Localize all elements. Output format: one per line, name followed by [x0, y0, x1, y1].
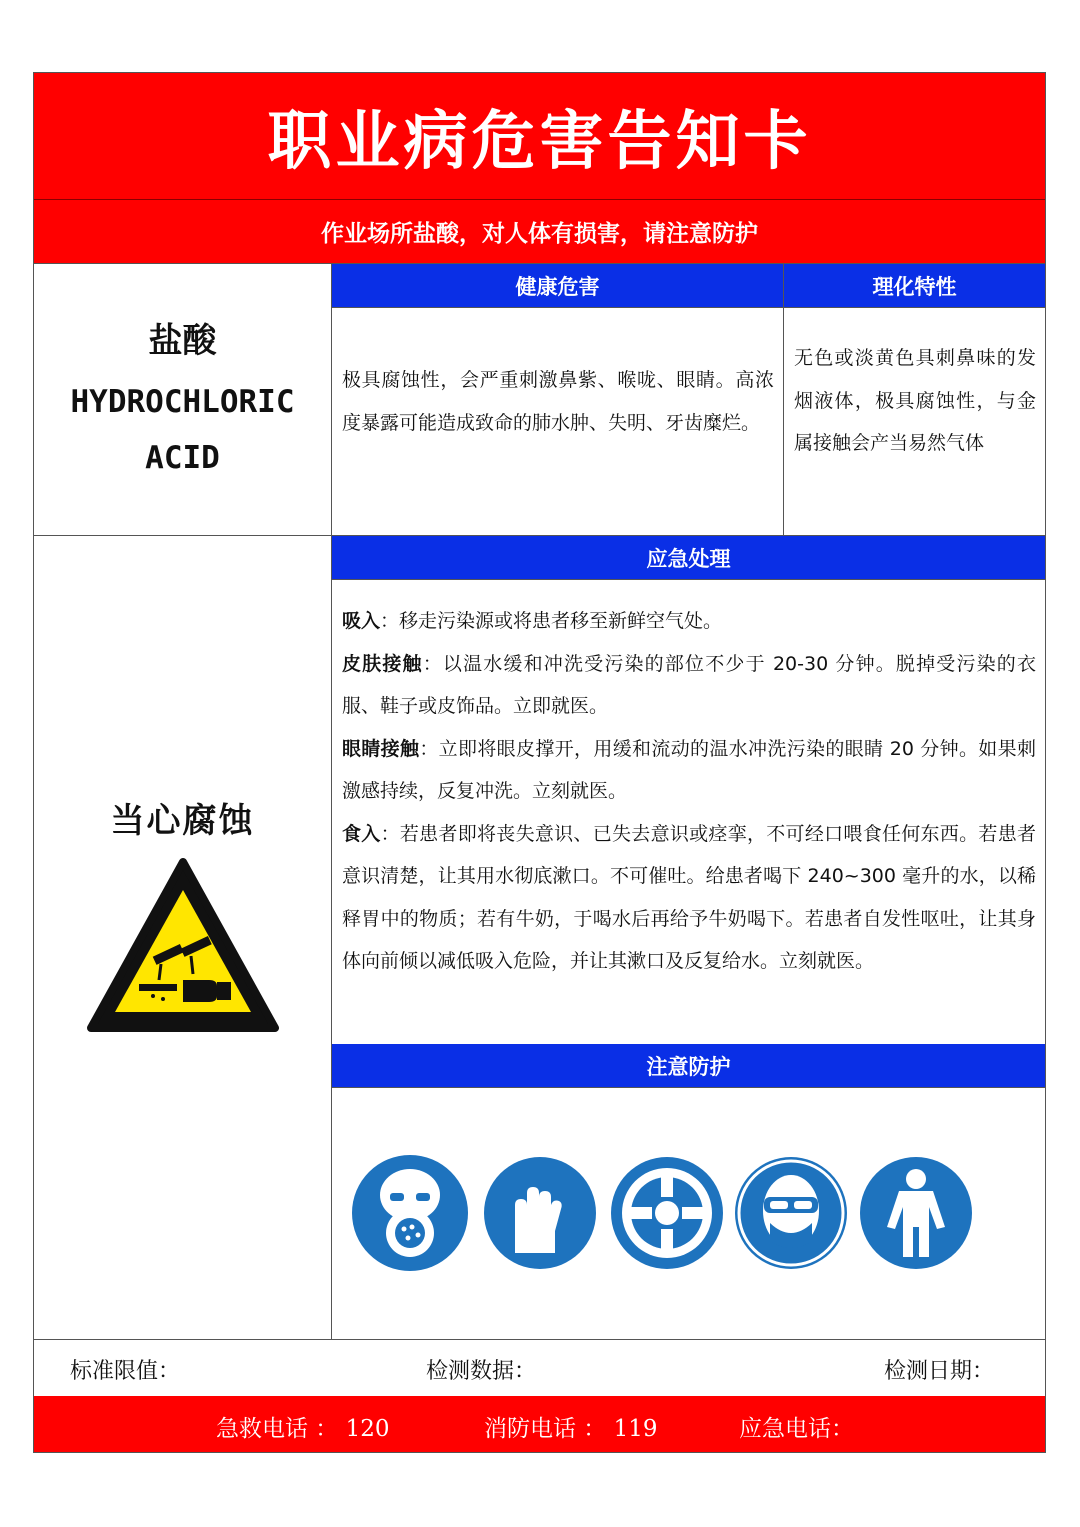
emergency-header: 应急处理 [332, 536, 1045, 579]
divider [332, 307, 1045, 308]
protection-header: 注意防护 [332, 1044, 1045, 1087]
emergency-item-text: ：若患者即将丧失意识、已失去意识或痉挛，不可经口喂食任何东西。若患者意识清楚，让其用水彻底漱口。不可催吐。给患者喝下 240~300 毫升的水，以稀释胃中的物质；若有牛奶，于喝水后再给予牛奶喝下。若患者自发性呕吐，让其身体向前倾以减低吸入危险，并让其漱口及反复给水。立刻就医。 [342, 822, 1036, 972]
detection-row [34, 1339, 1045, 1395]
substance-name-en-line1: HYDROCHLORIC [70, 384, 295, 420]
health-hazard-header: 健康危害 [332, 264, 783, 307]
standard-limit-label: 标准限值： [70, 1359, 181, 1384]
emergency-item-text: ：立即将眼皮撑开，用缓和流动的温水冲洗污染的眼睛 20 分钟。如果刺激感持续，反复冲洗。立刻就医。 [342, 737, 1036, 802]
gas-mask-icon [350, 1153, 470, 1277]
first-aid-phone [216, 1410, 390, 1443]
emergency-item-text: ：移走污染源或将患者移至新鲜空气处。 [380, 610, 723, 632]
detection-date-label: 检测日期： [884, 1359, 995, 1384]
ppe-icons [350, 1153, 990, 1278]
substance-name-en-line2: ACID [145, 440, 220, 476]
detection-data-label: 检测数据： [426, 1359, 537, 1384]
protective-gloves-icon [483, 1153, 598, 1277]
phone-bar [34, 1396, 1045, 1452]
emergency-item-label: 皮肤接触 [342, 652, 423, 675]
respirator-filter-icon [610, 1153, 725, 1277]
protective-suit-icon [859, 1153, 974, 1277]
divider [332, 1087, 1045, 1088]
emergency-item-label: 眼睛接触 [342, 737, 420, 760]
emergency-text [342, 600, 1036, 983]
health-hazard-text: 极具腐蚀性，会严重刺激鼻紫、喉咙、眼睛。高浓度暴露可能造成致命的肺水肿、失明、牙齿糜烂。 [342, 369, 774, 434]
emergency-item-text: ：以温水缓和冲洗受污染的部位不少于 20-30 分钟。脱掉受污染的衣服、鞋子或皮饰品。立即就医。 [342, 652, 1036, 717]
emergency-item-label: 食入 [342, 822, 381, 845]
hazard-notice-card [33, 72, 1046, 1453]
goggles-mask-icon [734, 1153, 849, 1277]
emergency-item-label: 吸入 [342, 610, 381, 632]
corrosion-warning-icon [34, 856, 331, 1040]
first-aid-label: 急救电话 ： [216, 1416, 339, 1442]
warning-label: 当心腐蚀 [110, 801, 255, 841]
emergency-phone-label: 应急电话： [739, 1416, 854, 1442]
card-title: 职业病危害告知卡 [34, 73, 1045, 200]
card-subtitle: 作业场所盐酸，对人体有损害，请注意防护 [34, 200, 1045, 264]
substance-name-cell [34, 264, 331, 535]
divider [332, 579, 1045, 580]
first-aid-number: 120 [345, 1416, 390, 1442]
divider [331, 264, 332, 1339]
physchem-header: 理化特性 [784, 264, 1045, 307]
physchem-text: 无色或淡黄色具刺鼻味的发烟液体，极具腐蚀性，与金属接触会产当易然气体 [794, 347, 1036, 454]
fire-label: 消防电话 ： [484, 1416, 607, 1442]
fire-number: 119 [613, 1416, 658, 1442]
warning-block [34, 793, 331, 1040]
fire-phone [484, 1410, 658, 1443]
substance-name-cn: 盐酸 [148, 321, 217, 361]
